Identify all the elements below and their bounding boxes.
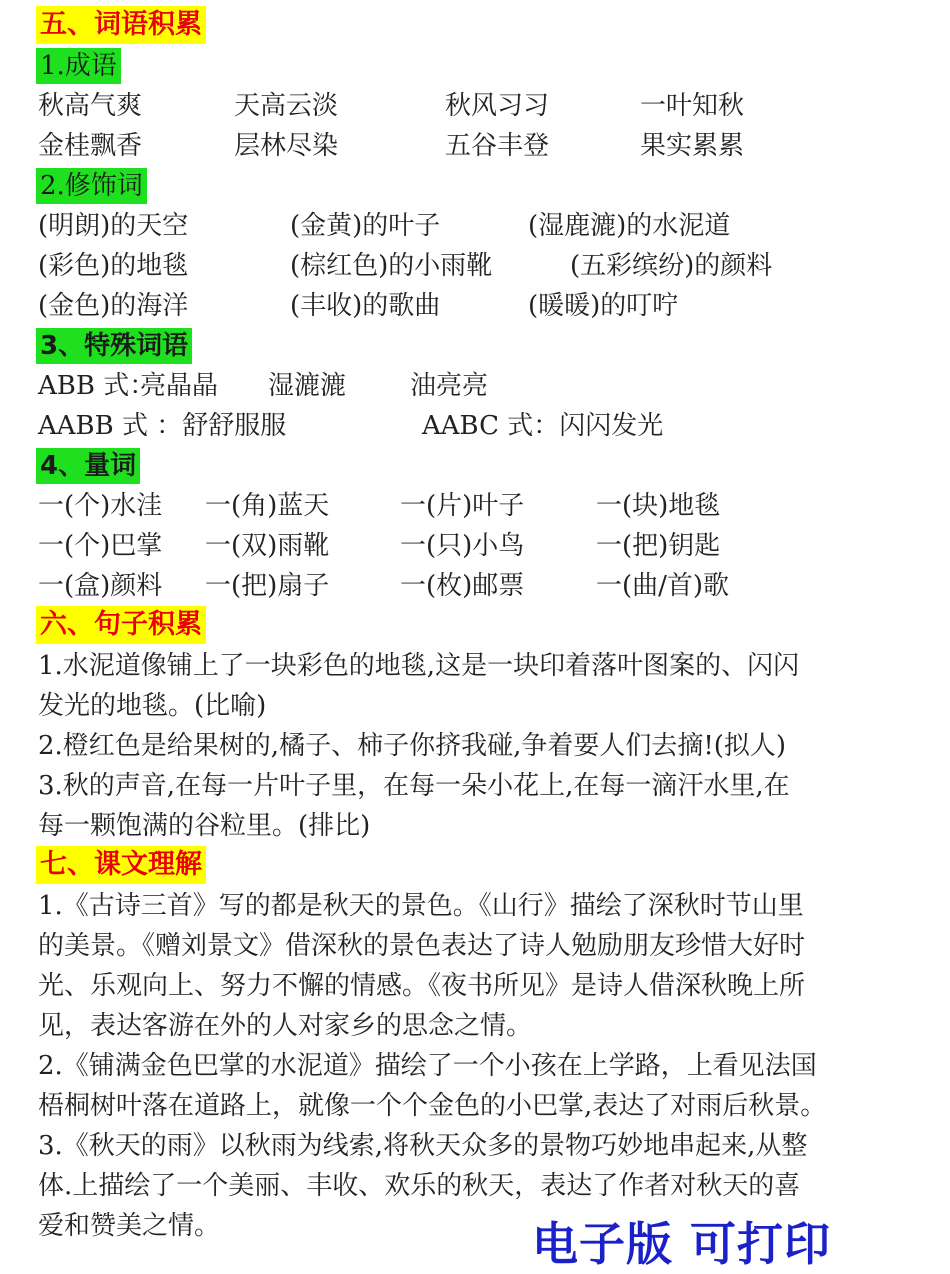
text-line: 3.秋的声音,在每一片叶子里，在每一朵小花上,在每一滴汗水里,在: [38, 771, 790, 801]
text-line: 体.上描绘了一个美丽、丰收、欢乐的秋天，表达了作者对秋天的喜: [38, 1171, 801, 1201]
abb-word: 湿漉漉: [268, 371, 347, 401]
idioms-subheading: 1.成语: [36, 48, 121, 84]
idiom: 秋风习习: [445, 91, 550, 121]
measure-phrase: 一(双)雨靴: [205, 531, 330, 561]
section-7-heading: 七、课文理解: [36, 846, 206, 884]
modifier-phrase: (明朗)的天空: [38, 211, 189, 241]
text-line: 的美景。《赠刘景文》借深秋的景色表达了诗人勉励朋友珍惜大好时: [38, 931, 806, 961]
modifier-phrase: (五彩缤纷)的颜料: [570, 251, 773, 281]
sentence-3: [38, 766, 868, 846]
modifiers-subheading: 2.修饰词: [36, 168, 147, 204]
text-line: 发光的地毯。(比喻): [38, 691, 267, 721]
modifier-phrase: (丰收)的歌曲: [290, 291, 441, 321]
text-line: 爱和赞美之情。: [38, 1211, 221, 1241]
measure-phrase: 一(曲/首)歌: [596, 571, 730, 601]
measure-phrase: 一(角)蓝天: [205, 491, 330, 521]
aabc-item: AABC 式：闪闪发光: [422, 411, 664, 441]
idiom: 果实累累: [640, 131, 745, 161]
sentence-1: [38, 646, 868, 726]
measure-phrase: 一(盒)颜料: [38, 571, 163, 601]
aabb-item: AABB 式 ：舒舒服服: [38, 411, 287, 441]
text-line: 3.《秋天的雨》以秋雨为线索,将秋天众多的景物巧妙地串起来,从整: [38, 1131, 808, 1161]
measure-phrase: 一(片)叶子: [400, 491, 525, 521]
text-line: 光、乐观向上、努力不懈的情感。《夜书所见》是诗人借深秋晚上所: [38, 971, 806, 1001]
idiom: 层林尽染: [234, 131, 339, 161]
measure-words-subheading: 4、量词: [36, 448, 140, 484]
comprehension-2: [38, 1046, 868, 1126]
text-line: 每一颗饱满的谷粒里。(排比): [38, 811, 371, 841]
idiom: 五谷丰登: [445, 131, 550, 161]
modifier-phrase: (湿鹿漉)的水泥道: [528, 211, 731, 241]
text-line: 2.《铺满金色巴掌的水泥道》描绘了一个小孩在上学路，上看见法国: [38, 1051, 817, 1081]
measure-phrase: 一(把)钥匙: [596, 531, 721, 561]
modifier-phrase: (暖暖)的叮咛: [528, 291, 679, 321]
measure-phrase: 一(个)水洼: [38, 491, 163, 521]
abb-word: 油亮亮: [410, 371, 489, 401]
measure-phrase: 一(枚)邮票: [400, 571, 525, 601]
text-line: 梧桐树叶落在道路上，就像一个个金色的小巴掌,表达了对雨后秋景。: [38, 1091, 827, 1121]
sentence-2: [38, 726, 868, 766]
abb-label: ABB 式：: [38, 371, 156, 401]
text-line: 1.水泥道像铺上了一块彩色的地毯,这是一块印着落叶图案的、闪闪: [38, 651, 800, 681]
section-6-heading: 六、句子积累: [36, 606, 206, 644]
comprehension-1: [38, 886, 868, 1046]
idiom: 天高云淡: [234, 91, 339, 121]
printable-stamp: 电子版 可打印: [532, 1217, 832, 1271]
section-5-heading: 五、词语积累: [36, 6, 206, 44]
text-line: 见，表达客游在外的人对家乡的思念之情。: [38, 1011, 533, 1041]
idiom: 一叶知秋: [640, 91, 745, 121]
modifier-phrase: (金黄)的叶子: [290, 211, 441, 241]
measure-phrase: 一(只)小鸟: [400, 531, 525, 561]
modifier-phrase: (金色)的海洋: [38, 291, 189, 321]
measure-phrase: 一(个)巴掌: [38, 531, 163, 561]
text-line: 1.《古诗三首》写的都是秋天的景色。《山行》描绘了深秋时节山里: [38, 891, 804, 921]
modifier-phrase: (棕红色)的小雨靴: [290, 251, 493, 281]
measure-phrase: 一(块)地毯: [596, 491, 721, 521]
idiom: 金桂飘香: [38, 131, 143, 161]
abb-word: 亮晶晶: [140, 371, 219, 401]
measure-phrase: 一(把)扇子: [205, 571, 330, 601]
modifier-phrase: (彩色)的地毯: [38, 251, 189, 281]
text-line: 2.橙红色是给果树的,橘子、柿子你挤我碰,争着要人们去摘!(拟人): [38, 731, 787, 761]
idiom: 秋高气爽: [38, 91, 143, 121]
special-words-subheading: 3、特殊词语: [36, 328, 192, 364]
